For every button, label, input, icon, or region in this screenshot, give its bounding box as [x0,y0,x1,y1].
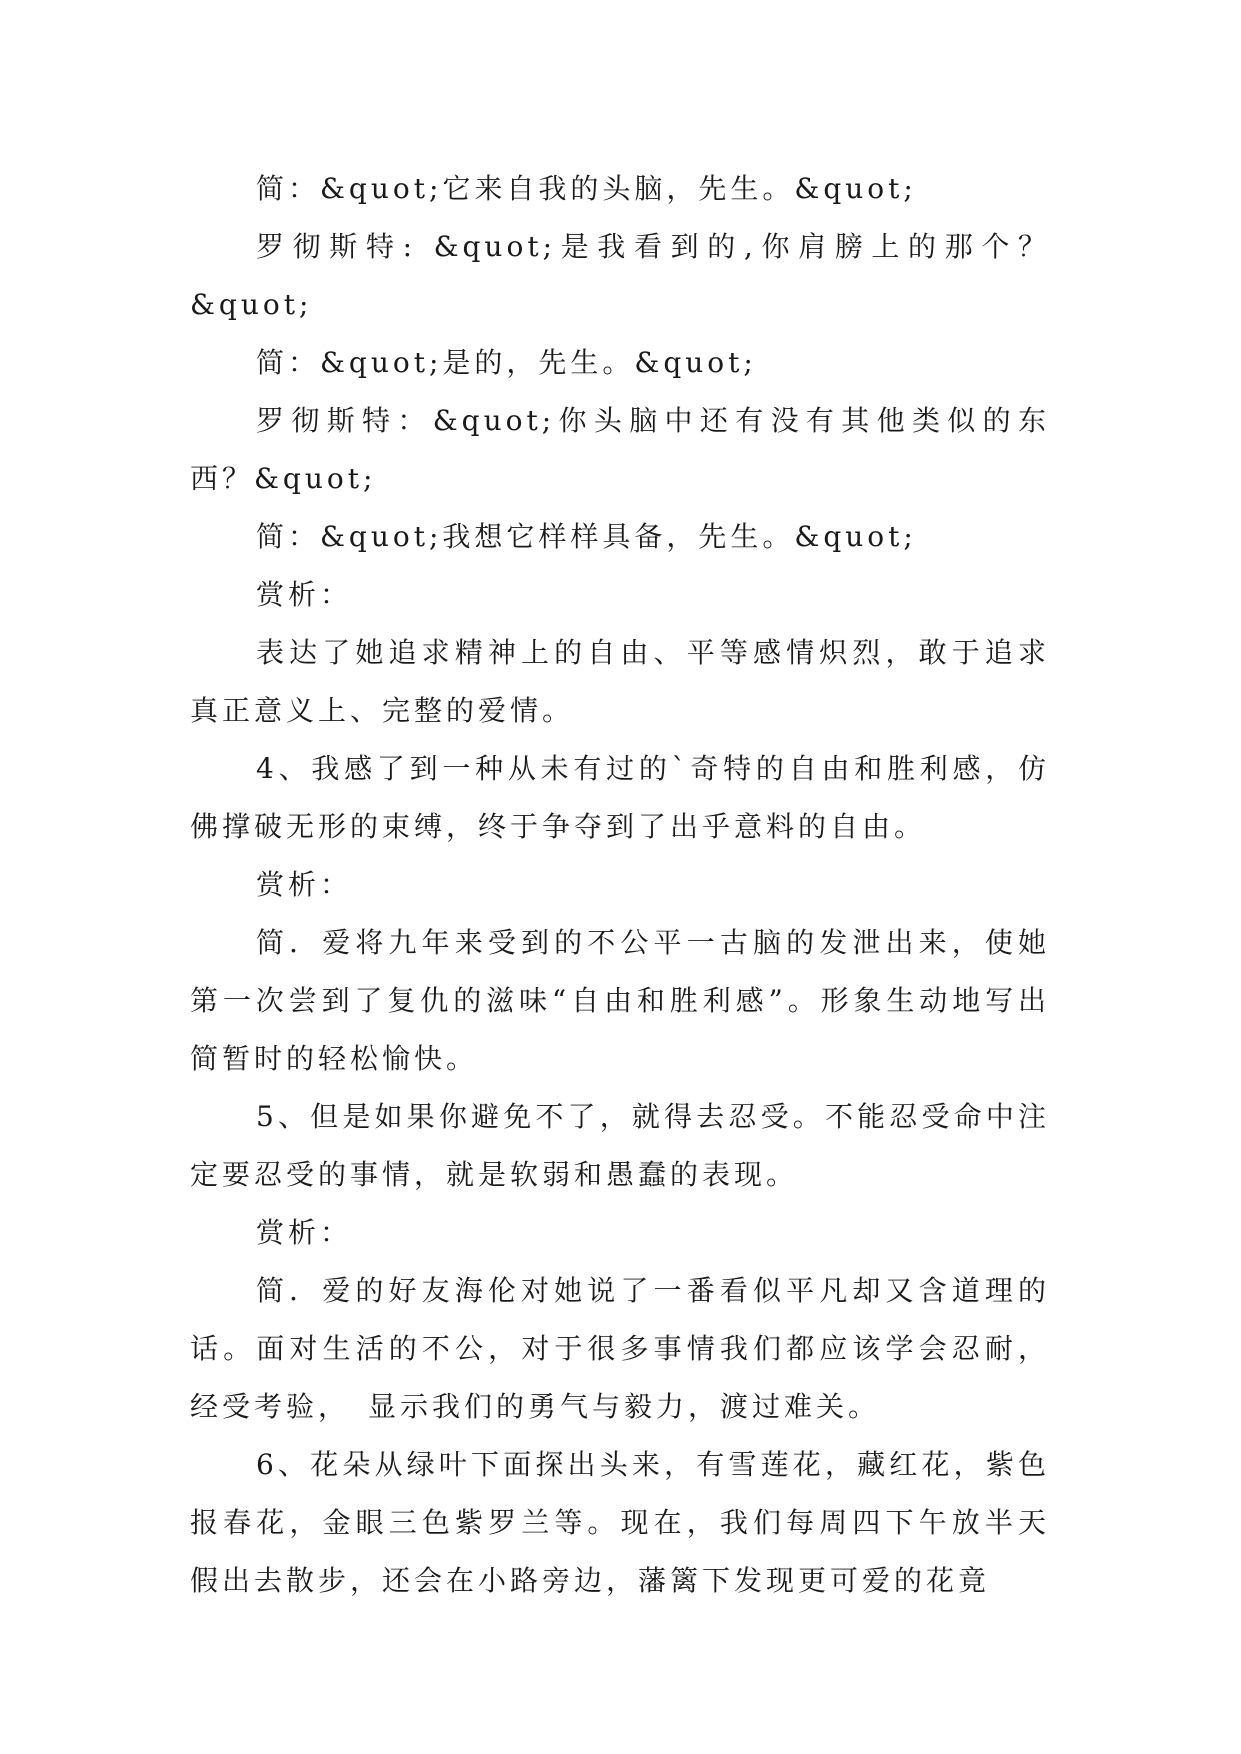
document-body [190,160,1050,1610]
dialogue-line-jane-2: 简：&quot;是的，先生。&quot; [256,346,757,379]
analysis-heading: 赏析： [256,1216,353,1249]
quote-paragraph-4: 4、我感了到一种从未有过的`奇特的自由和胜利感，仿佛撑破无形的束缚，终于争夺到了出乎意料的自由。 [190,752,1050,843]
analysis-paragraph: 表达了她追求精神上的自由、平等感情炽烈，敢于追求真正意义上、完整的爱情。 [190,636,1050,727]
quote-paragraph-6: 6、花朵从绿叶下面探出头来，有雪莲花，藏红花，紫色报春花，金眼三色紫罗兰等。现在，我们每周四下午放半天假出去散步，还会在小路旁边，藩篱下发现更可爱的花竟 [190,1448,1050,1597]
dialogue-line-rochester-1: 罗彻斯特: &quot;是我看到的,你肩膀上的那个？&quot; [190,230,1050,321]
dialogue-line-jane-1: 简：&quot;它来自我的头脑，先生。&quot; [256,172,917,205]
quote-paragraph-5: 5、但是如果你避免不了，就得去忍受。不能忍受命中注定要忍受的事情，就是软弱和愚蠢的表现。 [190,1100,1050,1191]
analysis-paragraph: 简．爱的好友海伦对她说了一番看似平凡却又含道理的话。面对生活的不公，对于很多事情我们都应该学会忍耐，经受考验， 显示我们的勇气与毅力，渡过难关。 [190,1274,1050,1423]
analysis-paragraph: 简．爱将九年来受到的不公平一古脑的发泄出来，使她第一次尝到了复仇的滋味“自由和胜利感”。形象生动地写出简暂时的轻松愉快。 [190,926,1050,1075]
dialogue-line-jane-3: 简：&quot;我想它样样具备，先生。&quot; [256,520,917,553]
analysis-heading: 赏析： [256,868,353,901]
dialogue-line-rochester-2: 罗彻斯特：&quot;你头脑中还有没有其他类似的东西？&quot; [190,404,1050,495]
analysis-heading: 赏析： [256,578,353,611]
